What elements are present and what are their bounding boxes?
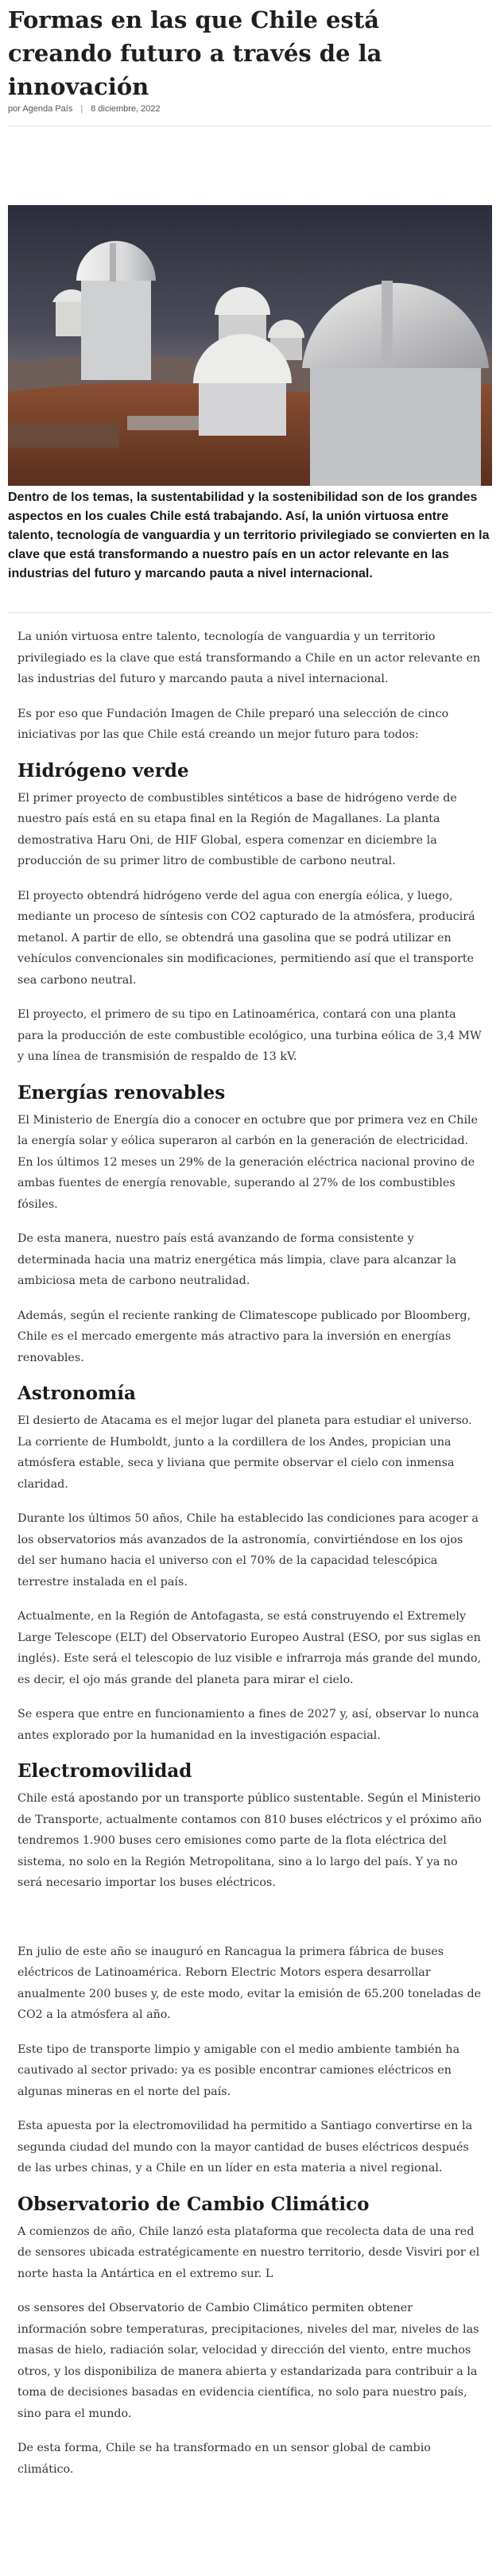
- section-heading-astronomia: Astronomía: [17, 1383, 136, 1404]
- publish-date: 8 diciembre, 2022: [91, 104, 161, 114]
- paragraph: A comienzos de año, Chile lanzó esta plataforma que recolecta data de una red de sensores ubicada estratégicamente en nuestro territorio, desde Visviri por el norte hasta la Antártica en el extremo sur. L: [17, 2225, 480, 2280]
- paragraph: El desierto de Atacama es el mejor lugar del planeta para estudiar el universo. La corriente de Humboldt, junto a la cordillera de los Andes, propician una atmósfera estable, seca y liviana que permite observar el cielo con inmensa claridad.: [17, 1414, 472, 1491]
- article-meta: [8, 102, 161, 116]
- section-heading-observatorio: Observatorio de Cambio Climático: [17, 2193, 370, 2215]
- observatory-illustration: [8, 205, 492, 486]
- hero-image: [8, 205, 492, 486]
- paragraph: Este tipo de transporte limpio y amigable con el medio ambiente también ha cautivado al sector privado: ya es posible encontrar camiones eléctricos en algunas mineras en el norte del país.: [17, 2043, 460, 2098]
- paragraph: El proyecto obtendrá hidrógeno verde del agua con energía eólica, y luego, mediante un proceso de síntesis con CO2 capturado de la atmósfera, producirá metanol. A partir de ello, se obtendrá una gasolina que se podrá utilizar en vehículos convencionales sin modificaciones, permitiendo así que el transporte sea carbono neutral.: [17, 889, 475, 987]
- paragraph: El Ministerio de Energía dio a conocer en octubre que por primera vez en Chile la energía solar y eólica superaron al carbón en la generación de electricidad. En los últimos 12 meses un 29% de la generación eléctrica nacional provino de ambas fuentes de energía renovable, superando al 27% de los combustibles fósiles.: [17, 1113, 479, 1211]
- paragraph: Actualmente, en la Región de Antofagasta, se está construyendo el Extremely Large Telescope (ELT) del Observatorio Europeo Austral (ESO, por sus siglas en inglés). Este será el telescopio de luz visible e infrarroja más grande del mundo, es decir, el ojo más grande del planeta para mirar el cielo.: [17, 1610, 482, 1686]
- article-title: Formas en las que Chile está creando futuro a través de la innovación: [8, 6, 382, 100]
- paragraph: En julio de este año se inauguró en Rancagua la primera fábrica de buses eléctricos de Latinoamérica. Reborn Electric Motors espera desarrollar anualmente 200 buses y, de este modo, evitar la emisión de 65.200 toneladas de CO2 a la atmósfera al año.: [17, 1945, 482, 2021]
- paragraph: De esta manera, nuestro país está avanzando de forma consistente y determinada hacia una matriz energética más limpia, clave para alcanzar la ambiciosa meta de carbono neutralidad.: [17, 1232, 457, 1287]
- author-link[interactable]: por Agenda País: [8, 104, 73, 114]
- divider: [8, 612, 492, 613]
- paragraph: os sensores del Observatorio de Cambio Climático permiten obtener información sobre temperaturas, precipitaciones, niveles del mar, niveles de las masas de hielo, radiación solar, velocidad y dirección del viento, entre muchos otros, y los disponibiliza de manera abierta y estandarizada para contribuir a la toma de decisiones basadas en evidencia científica, no solo para nuestro país, sino para el mundo.: [17, 2302, 479, 2420]
- section-heading-energias: Energías renovables: [17, 1081, 226, 1104]
- article-lead: Dentro de los temas, la sustentabilidad y la sostenibilidad son de los grandes aspectos en los cuales Chile está trabajando. Así, la unión virtuosa entre talento, tecnología de vanguardia y un territorio privilegiado se convierten en la clave que está transformando a nuestro país en un actor relevante en las industrias del futuro y marcando pauta a nivel internacional.: [8, 491, 490, 580]
- paragraph: Durante los últimos 50 años, Chile ha establecido las condiciones para acoger a los observatorios más avanzados de la astronomía, convirtiéndose en los ojos del ser humano hacia el universo con el 70% de la capacidad telescópica terrestre instalada en el país.: [17, 1512, 479, 1589]
- article-body: [17, 627, 483, 2493]
- paragraph: Además, según el reciente ranking de Climatescope publicado por Bloomberg, Chile es el mercado emergente más atractivo para la inversión en energías renovables.: [17, 1309, 471, 1364]
- paragraph: Esta apuesta por la electromovilidad ha permitido a Santiago convertirse en la segunda ciudad del mundo con la mayor cantidad de buses eléctricos después de las urbes chinas, y a Chile en un líder en esta materia a nivel regional.: [17, 2120, 473, 2174]
- paragraph: Se espera que entre en funcionamiento a fines de 2027 y, así, observar lo nunca antes explorado por la humanidad en la investigación espacial.: [17, 1708, 479, 1742]
- section-heading-electromovilidad: Electromovilidad: [17, 1760, 192, 1782]
- section-heading-hidrogeno: Hidrógeno verde: [17, 759, 189, 782]
- paragraph: El primer proyecto de combustibles sintéticos a base de hidrógeno verde de nuestro país está en su etapa final en la Región de Magallanes. La planta demostrativa Haru Oni, de HIF Global, espera comenzar en diciembre la producción de su primer litro de combustible de carbono neutral.: [17, 791, 457, 867]
- intro-paragraph: La unión virtuosa entre talento, tecnología de vanguardia y un territorio privilegiado es la clave que está transformando a Chile en un actor relevante en las industrias del futuro y marcando pauta a nivel internacional.: [17, 630, 481, 685]
- meta-divider: |: [80, 104, 83, 114]
- paragraph: De esta forma, Chile se ha transformado en un sensor global de cambio climático.: [17, 2442, 431, 2476]
- paragraph: El proyecto, el primero de su tipo en Latinoamérica, contará con una planta para la producción de este combustible ecológico, una turbina eólica de 3,4 MW y una línea de transmisión de respaldo de 13 kV.: [17, 1008, 482, 1063]
- paragraph: Chile está apostando por un transporte público sustentable. Según el Ministerio de Transporte, actualmente contamos con 810 buses eléctricos y el próximo año tendremos 1.900 buses cero emisiones como parte de la flota eléctrica del sistema, no solo en la Región Metropolitana, sino a lo largo del país. Y ya no será necesario importar los buses eléctricos.: [17, 1792, 483, 1889]
- intro-paragraph: Es por eso que Fundación Imagen de Chile preparó una selección de cinco iniciativas por las que Chile está creando un mejor futuro para todos:: [17, 707, 449, 741]
